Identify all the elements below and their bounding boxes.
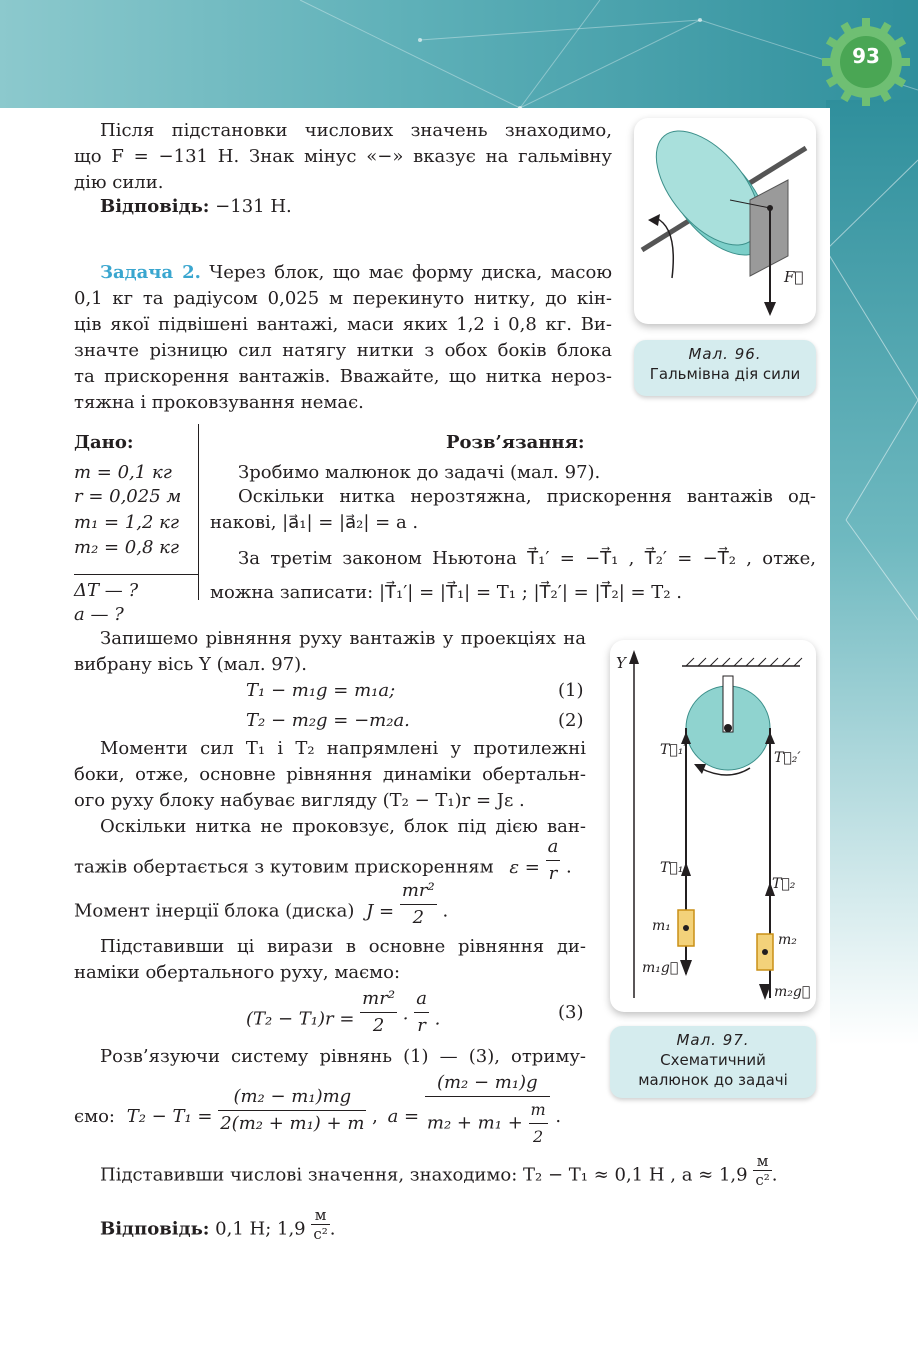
- figure-97-number: Мал. 97.: [676, 1031, 750, 1049]
- equation-2-number: (2): [558, 710, 584, 731]
- body-line7: тажів обертається з кутовим прискоренням ε = $\frac{a}{r}$ .: [74, 848, 572, 887]
- pulley-axle: [724, 724, 732, 732]
- given-q2: a — ?: [74, 604, 124, 625]
- result-a-den-text: m₂ + m₁ +: [426, 1112, 523, 1134]
- equation-1-number: (1): [558, 680, 584, 701]
- equation-1: T₁ − m₁g = m₁a;: [246, 680, 396, 701]
- force-label: F⃗: [784, 268, 804, 286]
- result-a-den-fraction: [529, 1097, 548, 1150]
- T2-label: T⃗₂: [772, 876, 796, 892]
- T2prime-label: T⃗₂′: [774, 750, 801, 766]
- pulley-holder: [723, 676, 733, 732]
- body-line4: боки, отже, основне рівняння динаміки обертальн-: [74, 764, 586, 785]
- braking-force-diagram: [634, 118, 816, 324]
- final-answer-line: Відповідь: 0,1 Н; 1,9 м с² .: [100, 1206, 336, 1243]
- force-arrowhead: [764, 302, 776, 316]
- body-line2: вибрану вісь Y (мал. 97).: [74, 654, 307, 675]
- result-a-denominator: [425, 1097, 550, 1150]
- rotation-arrow: [656, 218, 673, 278]
- body-line13: Підставивши числові значення, знаходимо: T₂ − T₁ ≈ 0,1 Н , a ≈ 1,9: [100, 1164, 748, 1186]
- figure-96-caption: [634, 340, 816, 396]
- pulley-diagram: [610, 640, 816, 1012]
- solution-line4: За третім законом Ньютона T⃗₁′ = −T⃗₁ , T⃗₂′ = −T⃗₂ , отже,: [238, 548, 816, 569]
- eq3-num1: mr²: [360, 986, 397, 1013]
- m1-label: m₁: [652, 918, 671, 934]
- equation-3-left: (T₂ − T₁)r =: [246, 1008, 355, 1030]
- result-a-left: a =: [387, 1106, 420, 1127]
- result-a-den-den: 2: [533, 1127, 544, 1146]
- solution-line1: Зробимо малюнок до задачі (мал. 97).: [238, 462, 601, 483]
- body-line6: Оскільки нитка не проковзує, блок під дією ван-: [100, 816, 586, 837]
- y-axis-arrowhead: [629, 650, 639, 664]
- task2-line2: 0,1 кг та радіусом 0,025 м перекинуто нитку, до кін-: [74, 288, 612, 309]
- result-line: ємо: T₂ − T₁ = $\frac{\text{(m₂ − m₁)mg}}{\text{2(m₂ + m₁) + m}}$ , a = (m₂ − m₁)g m₂ + m₁ + $\frac{m}{2}$ .: [74, 1084, 561, 1150]
- weight-m1-center: [683, 925, 689, 931]
- figure-96-number: Мал. 96.: [688, 345, 762, 363]
- unit-num: м: [753, 1152, 771, 1171]
- solution-line5: можна записати: |T⃗₁′| = |T⃗₁| = T₁ ; |T⃗₂′| = |T⃗₂| = T₂ .: [210, 582, 682, 603]
- body-line12: ємо:: [74, 1106, 115, 1127]
- figure-97-text2: малюнок до задачі: [638, 1071, 788, 1089]
- side-network-decoration: [826, 100, 918, 1360]
- final-unit-den: с²: [313, 1225, 328, 1243]
- weight-m2-center: [762, 949, 768, 955]
- given-m1: m₁ = 1,2 кг: [74, 512, 180, 533]
- task2-line3: ців якої підвішені вантажі, маси яких 1,2 і 0,8 кг. Ви-: [74, 314, 612, 335]
- given-divider-vertical: [198, 424, 199, 600]
- m2-label: m₂: [778, 932, 797, 948]
- p1-line3: дію сили.: [74, 172, 164, 193]
- figure-96-text: Гальмівна дія сили: [649, 365, 801, 383]
- body-line11: Розв’язуючи систему рівнянь (1) — (3), отриму-: [100, 1046, 586, 1067]
- result-denominator: 2(m₂ + m₁) + m: [220, 1112, 365, 1134]
- figure-96: [634, 118, 816, 324]
- eq3-den2: r: [417, 1015, 426, 1036]
- result-numerator: (m₂ − m₁)mg: [218, 1084, 366, 1111]
- given-m: m = 0,1 кг: [74, 462, 172, 483]
- header-band: [0, 0, 918, 108]
- equation-2: T₂ − m₂g = −m₂a.: [246, 710, 410, 731]
- eq3-num2: a: [414, 986, 429, 1013]
- given-q1: ΔT — ?: [74, 580, 139, 601]
- final-unit-num: м: [311, 1206, 329, 1225]
- task2-text1: Через блок, що має форму диска, масою: [200, 262, 612, 283]
- inertia-fraction: [400, 878, 437, 931]
- result-a-den-num: m: [529, 1097, 548, 1124]
- m1g-label: m₁g⃗: [642, 960, 679, 976]
- epsilon-numerator: a: [546, 834, 561, 861]
- given-divider-horizontal: [74, 574, 198, 575]
- numeric-result-line: Підставивши числові значення, знаходимо: T₂ − T₁ ≈ 0,1 Н , a ≈ 1,9 м с² .: [100, 1152, 778, 1189]
- equation-3: (T₂ − T₁)r = $\frac{\text{mr²}}{2}$ · $\frac{a}{r}$ .: [246, 1000, 440, 1039]
- solution-line3: накові, |a⃗₁| = |a⃗₂| = a .: [210, 512, 419, 533]
- body-line9: Підставивши ці вирази в основне рівняння ди-: [100, 936, 586, 957]
- side-band: [826, 100, 918, 1360]
- final-answer-unit: [311, 1206, 329, 1243]
- p1-answer: [100, 194, 292, 220]
- inertia-numerator: mr²: [400, 878, 437, 905]
- solution-line2: Оскільки нитка нерозтяжна, прискорення вантажів од-: [238, 486, 816, 507]
- body-line7-text: тажів обертається з кутовим прискоренням: [74, 856, 494, 878]
- final-answer-value: 0,1 Н; 1,9: [209, 1218, 306, 1240]
- body-line8: Момент інерції блока (диска) J = $\frac{\text{mr²}}{2}$ .: [74, 892, 448, 931]
- inertia-denominator: 2: [412, 907, 425, 928]
- p1-line2: що F = −131 Н. Знак мінус «−» вказує на гальмівну: [74, 146, 612, 167]
- network-decoration: [0, 0, 918, 108]
- task2-line6: тяжна і проковзування немає.: [74, 392, 364, 413]
- y-axis-label: Y: [616, 654, 626, 672]
- T1-label: T⃗₁: [660, 860, 684, 876]
- task2-line1: [100, 260, 612, 286]
- page-number: 93: [852, 44, 880, 68]
- answer-value: −131 Н.: [209, 196, 292, 217]
- ceiling-hatch: [686, 658, 802, 666]
- m2g-label: m₂g⃗: [774, 984, 811, 1000]
- given-r: r = 0,025 м: [74, 486, 182, 507]
- result-fraction: [218, 1084, 366, 1137]
- task2-label: Задача 2.: [100, 262, 201, 283]
- epsilon-fraction: [546, 834, 561, 887]
- given-m2: m₂ = 0,8 кг: [74, 537, 180, 558]
- body-line8-text: Момент інерції блока (диска): [74, 900, 355, 922]
- answer-label: Відповідь:: [100, 196, 210, 217]
- body-line10: наміки обертального руху, маємо:: [74, 962, 401, 983]
- m1g-arrowhead: [680, 960, 692, 976]
- solution-title: Розв’язання:: [446, 432, 585, 453]
- body-line3: Моменти сил T₁ і T₂ напрямлені у протилежні: [100, 738, 586, 759]
- numeric-unit: [753, 1152, 771, 1189]
- rotation-arc-head: [694, 764, 706, 774]
- equation-3-fraction2: [414, 986, 429, 1039]
- task2-line5: та прискорення вантажів. Вважайте, що нитка нероз-: [74, 366, 612, 387]
- task2-line4: значте різницю сил натягу нитки з обох боків блока: [74, 340, 612, 361]
- T1prime-label: T⃗₁′: [660, 742, 687, 758]
- p1-line1: Після підстановки числових значень знаходимо,: [100, 120, 612, 141]
- figure-97-text1: Схематичний: [660, 1051, 766, 1069]
- result-left: T₂ − T₁ =: [126, 1106, 213, 1127]
- body-line1: Запишемо рівняння руху вантажів у проекціях на: [100, 628, 586, 649]
- equation-3-fraction1: [360, 986, 397, 1039]
- body-line5: ого руху блоку набуває вигляду (T₂ − T₁)r = Jε .: [74, 790, 525, 811]
- inertia-eq: J =: [366, 900, 395, 922]
- epsilon-eq: ε =: [509, 856, 540, 878]
- figure-97: [610, 640, 816, 1012]
- result-a-fraction: [425, 1070, 550, 1150]
- final-answer-label: Відповідь:: [100, 1218, 210, 1240]
- unit-den: с²: [755, 1171, 770, 1189]
- rotation-arrowhead: [648, 214, 660, 226]
- equation-3-number: (3): [558, 1002, 584, 1023]
- epsilon-denominator: r: [548, 863, 558, 884]
- result-a-numerator: (m₂ − m₁)g: [425, 1070, 550, 1097]
- given-title: Дано:: [74, 432, 134, 453]
- eq3-den1: 2: [372, 1015, 385, 1036]
- figure-97-caption: [610, 1026, 816, 1098]
